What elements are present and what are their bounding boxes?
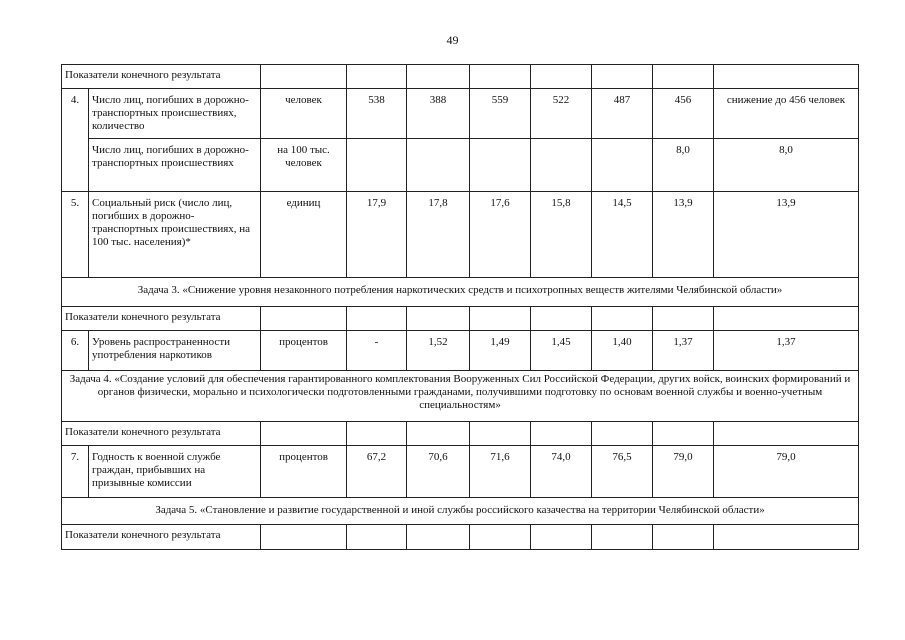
indicators-header-row [62,307,859,331]
value-cell: - [347,331,407,371]
target-cell: 79,0 [714,446,859,498]
empty-cell [470,65,531,89]
row-number: 6. [62,331,89,371]
value-cell: 17,8 [407,192,470,278]
page-number: 49 [446,33,459,47]
table-row [62,192,859,278]
value-cell: 388 [407,89,470,139]
indicators-header: Показатели конечного результата [62,307,261,331]
value-cell [592,139,653,192]
indicator-name: Социальный риск (число лиц, погибших в дорожно-транспортных происшествиях, на 100 тыс. населения)* [89,192,261,278]
unit-cell: человек [261,89,347,139]
task-5-title: Задача 5. «Становление и развитие государственной и иной службы российского казачества на территории Челябинской области» [62,498,859,525]
value-cell: 71,6 [470,446,531,498]
value-cell: 538 [347,89,407,139]
value-cell: 456 [653,89,714,139]
value-cell: 70,6 [407,446,470,498]
table-row [62,446,859,498]
indicator-name: Уровень распространенности употребления наркотиков [89,331,261,371]
unit-cell: на 100 тыс. человек [261,139,347,192]
task-row [62,498,859,525]
unit-cell: единиц [261,192,347,278]
target-cell: 8,0 [714,139,859,192]
empty-cell [347,525,407,550]
empty-cell [653,525,714,550]
target-cell: 13,9 [714,192,859,278]
value-cell [347,139,407,192]
empty-cell [592,422,653,446]
value-cell: 1,49 [470,331,531,371]
task-3-title: Задача 3. «Снижение уровня незаконного потребления наркотических средств и психотропных веществ жителями Челябинской области» [62,278,859,307]
task-4-title: Задача 4. «Создание условий для обеспечения гарантированного комплектования Вооруженных Сил Российской Федерации, других войск, воинских формирований и органов физически, морально и психологически подготовленными гражданами, получившими подготовку по основам военной службы и военно-учетным специальностям» [62,371,859,422]
task-row [62,371,859,422]
indicators-header: Показатели конечного результата [62,525,261,550]
row-number: 7. [62,446,89,498]
value-cell: 8,0 [653,139,714,192]
row-number: 5. [62,192,89,278]
table-row [62,331,859,371]
value-cell: 1,45 [531,331,592,371]
empty-cell [714,65,859,89]
target-cell: снижение до 456 человек [714,89,859,139]
empty-cell [714,525,859,550]
row-number: 4. [62,89,89,192]
empty-cell [347,65,407,89]
empty-cell [714,307,859,331]
value-cell: 487 [592,89,653,139]
empty-cell [470,525,531,550]
table-row [62,139,859,192]
value-cell [531,139,592,192]
value-cell: 522 [531,89,592,139]
empty-cell [470,422,531,446]
indicators-header-row [62,65,859,89]
value-cell: 559 [470,89,531,139]
empty-cell [261,422,347,446]
table-row [62,89,859,139]
empty-cell [531,525,592,550]
empty-cell [261,65,347,89]
unit-cell: процентов [261,446,347,498]
empty-cell [714,422,859,446]
value-cell: 17,9 [347,192,407,278]
target-cell: 1,37 [714,331,859,371]
empty-cell [653,307,714,331]
value-cell: 13,9 [653,192,714,278]
value-cell [470,139,531,192]
empty-cell [407,525,470,550]
empty-cell [407,65,470,89]
empty-cell [407,307,470,331]
value-cell: 17,6 [470,192,531,278]
indicators-header-row [62,422,859,446]
value-cell: 15,8 [531,192,592,278]
indicator-name: Число лиц, погибших в дорожно-транспортных происшествиях, количество [89,89,261,139]
empty-cell [653,422,714,446]
value-cell: 14,5 [592,192,653,278]
indicators-table [61,64,859,550]
empty-cell [531,422,592,446]
empty-cell [470,307,531,331]
empty-cell [592,307,653,331]
value-cell: 1,52 [407,331,470,371]
value-cell [407,139,470,192]
indicators-header: Показатели конечного результата [62,65,261,89]
empty-cell [653,65,714,89]
empty-cell [407,422,470,446]
value-cell: 79,0 [653,446,714,498]
indicator-name: Число лиц, погибших в дорожно-транспортных происшествиях [89,139,261,192]
value-cell: 67,2 [347,446,407,498]
empty-cell [592,525,653,550]
value-cell: 76,5 [592,446,653,498]
empty-cell [347,422,407,446]
value-cell: 74,0 [531,446,592,498]
indicators-header-row [62,525,859,550]
empty-cell [347,307,407,331]
unit-cell: процентов [261,331,347,371]
task-row [62,278,859,307]
empty-cell [531,307,592,331]
empty-cell [261,307,347,331]
indicators-header: Показатели конечного результата [62,422,261,446]
empty-cell [261,525,347,550]
indicator-name: Годность к военной службе граждан, прибывших на призывные комиссии [89,446,261,498]
value-cell: 1,40 [592,331,653,371]
empty-cell [592,65,653,89]
value-cell: 1,37 [653,331,714,371]
empty-cell [531,65,592,89]
